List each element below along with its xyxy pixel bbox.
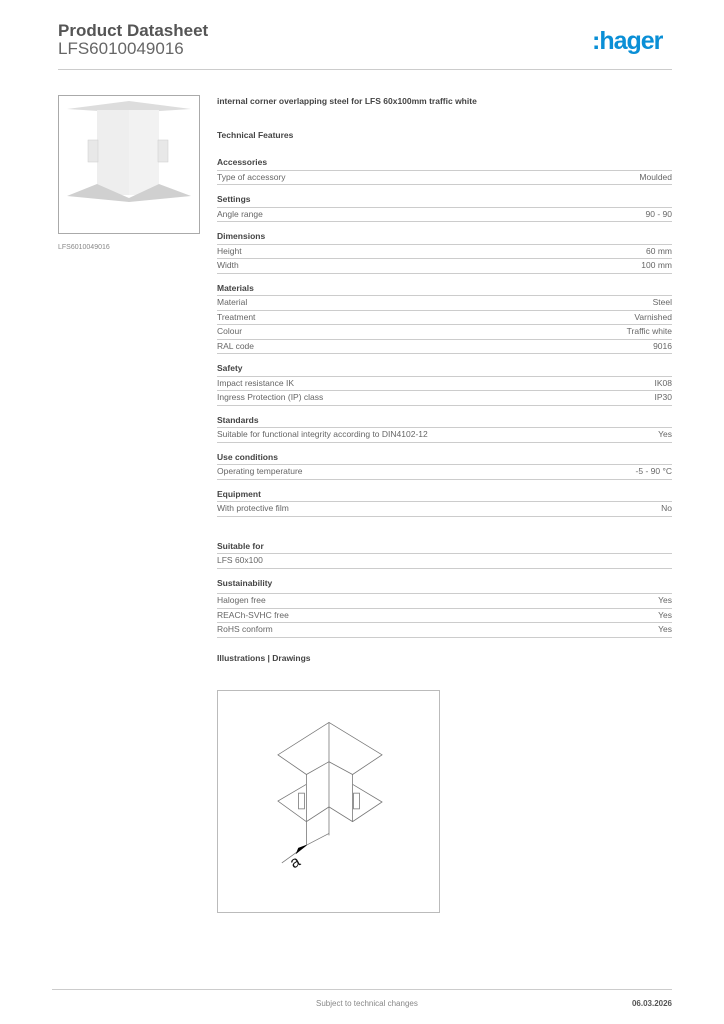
section-heading: Equipment: [217, 488, 672, 503]
spec-label: Ingress Protection (IP) class: [217, 392, 324, 402]
section-heading: Accessories: [217, 156, 672, 171]
spec-section: [217, 414, 672, 443]
spec-row: [217, 554, 672, 569]
spec-section: [217, 193, 672, 222]
image-caption: LFS6010049016: [58, 244, 110, 251]
spec-value: Yes: [658, 595, 672, 605]
spec-label: REACh-SVHC free: [217, 609, 289, 620]
spec-row: [217, 171, 672, 186]
spec-value: Traffic white: [626, 326, 672, 336]
spec-label: Width: [217, 260, 239, 270]
section-heading: Use conditions: [217, 451, 672, 466]
spec-label: Height: [217, 245, 242, 256]
spec-section: [217, 540, 672, 569]
spec-row: [217, 594, 672, 609]
spec-row: [217, 296, 672, 311]
spec-row: [217, 465, 672, 480]
spec-section: [217, 282, 672, 355]
section-heading: Safety: [217, 362, 672, 377]
spec-row: [217, 311, 672, 326]
spec-value: Yes: [658, 429, 672, 439]
spec-row: [217, 609, 672, 624]
spec-label: With protective film: [217, 503, 289, 513]
spec-value: 9016: [653, 340, 672, 351]
spec-label: Angle range: [217, 208, 263, 219]
spec-row: [217, 428, 672, 443]
spec-section: [217, 451, 672, 480]
section-heading: Sustainability: [217, 577, 672, 595]
page-title: Product Datasheet: [58, 21, 209, 40]
spec-value: -5 - 90 °C: [635, 466, 672, 476]
spec-value: Varnished: [634, 311, 672, 322]
spec-row: [217, 208, 672, 223]
spec-row: [217, 391, 672, 406]
spec-value: Moulded: [639, 171, 672, 182]
spec-value: 60 mm: [646, 245, 672, 256]
footer-divider: [52, 989, 672, 990]
spec-label: Halogen free: [217, 595, 266, 605]
spec-row: [217, 340, 672, 355]
spec-value: Steel: [652, 297, 672, 307]
spec-label: RoHS conform: [217, 624, 273, 634]
spec-row: [217, 325, 672, 340]
spec-row: [217, 377, 672, 392]
product-image: [58, 95, 200, 234]
section-heading: Suitable for: [217, 540, 672, 555]
dimension-label: a: [287, 852, 304, 873]
spec-label: Suitable for functional integrity according to DIN4102-12: [217, 429, 428, 439]
spec-label: RAL code: [217, 340, 255, 351]
section-heading: Standards: [217, 414, 672, 429]
spec-label: Treatment: [217, 311, 256, 322]
section-heading: Settings: [217, 193, 672, 208]
spec-label: Colour: [217, 326, 243, 336]
spec-label: Impact resistance IK: [217, 377, 295, 388]
spec-value: 100 mm: [641, 260, 672, 270]
spec-value: Yes: [658, 609, 672, 620]
illustrations-heading: Illustrations | Drawings: [217, 652, 311, 663]
spec-section: [217, 362, 672, 406]
hager-logo: :hager: [592, 27, 663, 55]
spec-label: LFS 60x100: [217, 555, 263, 565]
product-code: LFS6010049016: [58, 39, 184, 58]
footer-date: 06.03.2026: [631, 999, 672, 1008]
spec-label: Material: [217, 297, 248, 307]
spec-row: [217, 245, 672, 260]
header-divider: [58, 69, 672, 70]
section-heading: Materials: [217, 282, 672, 297]
spec-label: Type of accessory: [217, 171, 286, 182]
footer-note: Subject to technical changes: [316, 999, 418, 1008]
spec-sections: [217, 156, 672, 638]
spec-value: No: [661, 503, 672, 513]
spec-row: [217, 623, 672, 638]
spec-label: Operating temperature: [217, 466, 303, 476]
spec-row: [217, 502, 672, 517]
technical-drawing: [217, 690, 440, 913]
spec-section: [217, 156, 672, 185]
technical-features-heading: Technical Features: [217, 130, 294, 140]
spec-content: [217, 96, 672, 664]
spec-section: [217, 577, 672, 638]
spec-section: [217, 488, 672, 517]
spec-value: Yes: [658, 624, 672, 634]
product-description: internal corner overlapping steel for LFS 60x100mm traffic white: [217, 96, 477, 106]
spec-value: IP30: [654, 392, 672, 402]
spec-row: [217, 259, 672, 274]
spec-section: [217, 230, 672, 274]
section-heading: Dimensions: [217, 230, 672, 245]
spec-value: IK08: [654, 377, 672, 388]
spec-value: 90 - 90: [645, 208, 672, 219]
